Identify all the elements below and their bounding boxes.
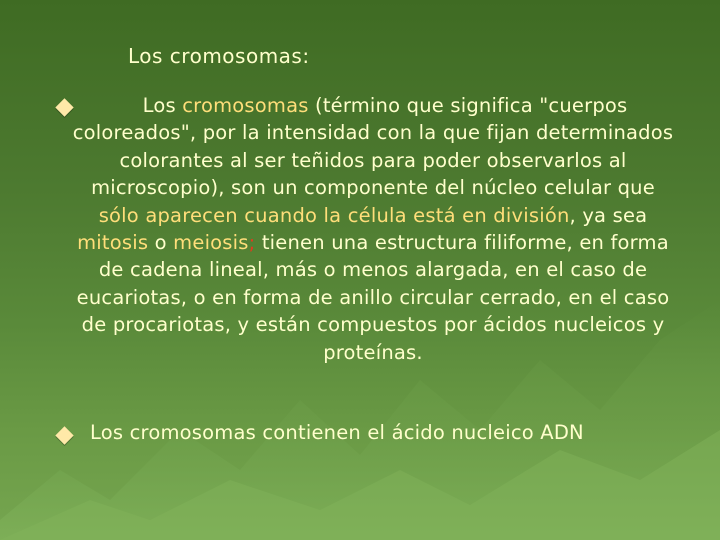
red-semicolon: ; [248, 231, 256, 255]
text-segment: o [148, 231, 174, 255]
highlight-meiosis: meiosis [173, 231, 249, 255]
text-segment: (término que significa "cuerpos coloreados", por la intensidad con la que fijan determinados colorantes al ser teñidos para poder observarlos al microscopio), son un componente del núcleo celular que [72, 94, 674, 200]
highlight-division: sólo aparecen cuando la célula está en división [98, 203, 570, 227]
text-segment: , ya sea [569, 203, 648, 227]
text-segment: tienen una estructura filiforme, en forma de cadena lineal, más o menos alargada, en el caso de eucariotas, o en forma de anillo circular cerrado, en el caso de procariotas, y están compuestos por ácidos nucleicos y proteínas. [76, 231, 670, 364]
highlight-mitosis: mitosis [77, 231, 149, 255]
bullet-paragraph-2: Los cromosomas contienen el ácido nucleico ADN [90, 421, 584, 444]
bullet-paragraph-1 [70, 92, 676, 366]
highlight-cromosomas: cromosomas [182, 94, 309, 117]
text-segment: Los [142, 94, 183, 117]
slide-title: Los cromosomas: [128, 44, 310, 68]
